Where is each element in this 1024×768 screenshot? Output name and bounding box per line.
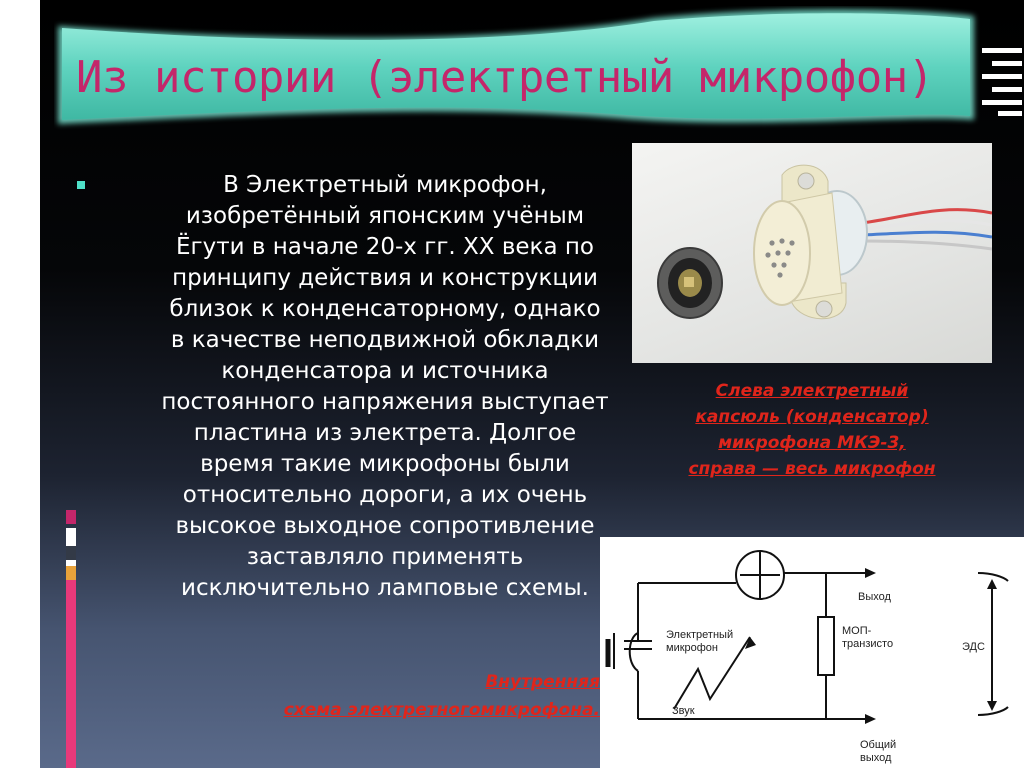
bullet-line: время такие микрофоны были — [200, 451, 570, 477]
photo-caption-line: справа — весь микрофон — [688, 459, 936, 479]
bullet-line: заставляло применять — [246, 544, 524, 570]
bullet-line: близок к конденсаторному, однако — [169, 296, 601, 322]
schema-caption-line: схема электретногомикрофона. — [283, 700, 600, 720]
bullet-marker — [77, 181, 85, 189]
photo-caption-line: Слева электретный — [715, 381, 909, 401]
bullet-paragraph — [120, 170, 650, 604]
label-output: Выход — [858, 591, 891, 603]
bullet-line: относительно дороги, а их очень — [182, 482, 588, 508]
left-accent-stripes — [66, 480, 78, 768]
bullet-line: пластина из электрета. Долгое — [193, 420, 577, 446]
title-banner — [54, 6, 980, 132]
circuit-schematic — [600, 537, 1024, 768]
schema-caption[interactable] — [180, 668, 600, 724]
label-microphone: Электретный микрофон — [666, 629, 734, 654]
label-emf: ЭДС — [962, 641, 985, 653]
bullet-line: конденсатора и источника — [221, 358, 549, 384]
bullet-line: Ёгути в начале 20-х гг. XX века по — [176, 234, 594, 260]
bullet-line: высокое выходное сопротивление — [175, 513, 595, 539]
label-common-output: Общий выход — [860, 739, 897, 764]
bullet-line: исключительно ламповые схемы. — [181, 575, 589, 601]
microphone-photo — [632, 143, 992, 363]
label-sound: Звук — [672, 705, 695, 717]
label-mosfet: МОП- транзисто — [842, 625, 894, 650]
photo-caption[interactable] — [632, 378, 992, 482]
decorative-bars — [982, 48, 1022, 116]
bullet-line: постоянного напряжения выступает — [161, 389, 609, 415]
photo-caption-line: капсюль (конденсатор) — [695, 407, 929, 427]
slide — [40, 0, 1024, 768]
slide-title: Из истории (электретный микрофон) — [76, 52, 934, 103]
bullet-line: в качестве неподвижной обкладки — [170, 327, 600, 353]
bullet-line: В Электретный микрофон, — [223, 172, 547, 198]
bullet-line: изобретённый японским учёным — [185, 203, 585, 229]
bullet-line: принципу действия и конструкции — [172, 265, 598, 291]
schema-caption-line: Внутренняя — [485, 672, 600, 692]
schematic-drawing — [600, 537, 1024, 768]
photo-caption-line: микрофона МКЭ-3, — [718, 433, 906, 453]
